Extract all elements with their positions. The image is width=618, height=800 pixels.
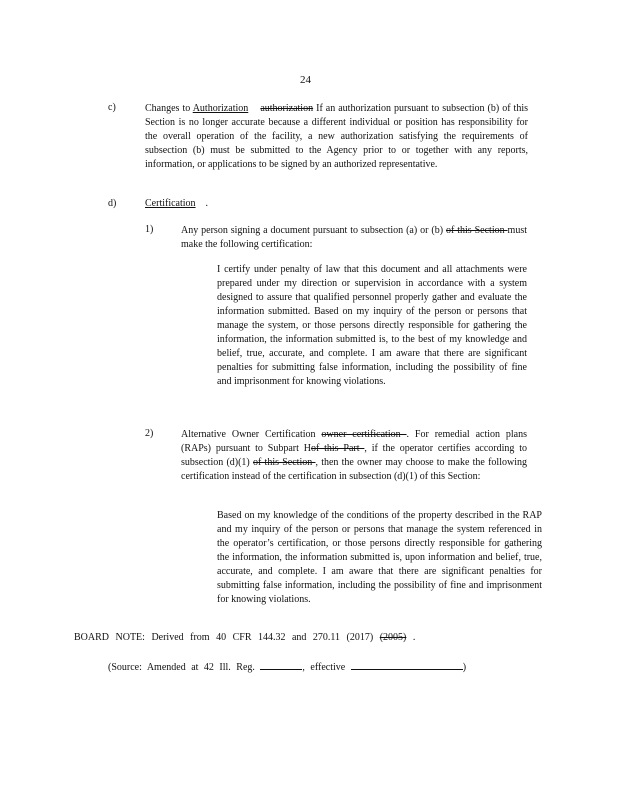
item-d2-text-2: . For remedial action plans (RAPs) pursuant to Subpart H bbox=[181, 429, 528, 454]
certification-quote-1: I certify under penalty of law that this document and all attachments were prepared under my direction or supervision in accordance with a system designed to assure that qualified personnel properly gather and evaluate the information submitted. Based on my inquiry of the person or persons that manage the system, or those persons directly responsible for gathering the information, the information submitted is, to the best of my knowledge and belief, true, accurate, and complete. I am aware that there are significant penalties for submitting false information, including the possibility of fine and imprisonment for knowing violations. bbox=[217, 264, 527, 387]
item-d2-text-3: , if the operator certifies according to subsection (d)(1) bbox=[181, 443, 527, 468]
item-d2-text bbox=[181, 428, 527, 484]
item-d-label: d) bbox=[108, 198, 117, 209]
item-d1-text bbox=[181, 224, 527, 252]
item-c-text-1: Changes to bbox=[145, 103, 193, 114]
item-d2-text-1: Alternative Owner Certification bbox=[181, 429, 322, 440]
source-line bbox=[108, 659, 466, 673]
board-note bbox=[74, 632, 415, 643]
item-d2-deleted-text-2: of this Part bbox=[310, 443, 365, 454]
board-note-deleted-text: (2005) bbox=[379, 632, 407, 643]
item-c-deleted-text: authorization bbox=[260, 103, 314, 114]
item-c-label: c) bbox=[108, 102, 116, 113]
certification-quote-2: Based on my knowledge of the conditions of the property described in the RAP and my inquiry of the person or persons that manage the system referenced in the operator’s certification, or those persons directly responsible for gathering the information, the information submitted is, upon information and belief, true, accurate, and complete. I am aware that there are significant penalties for submitting false information, including the possibility of fine and imprisonment for knowing violations. bbox=[217, 510, 542, 605]
board-note-text: BOARD NOTE: Derived from 40 CFR 144.32 and 270.11 (2017) bbox=[74, 632, 380, 643]
item-d2-deleted-text-1: owner certification bbox=[321, 429, 407, 440]
effective-date-blank bbox=[351, 659, 463, 670]
item-d1-label: 1) bbox=[145, 224, 154, 235]
item-c-inserted-text: Authorization bbox=[192, 103, 249, 114]
item-d1-text-1: Any person signing a document pursuant to subsection (a) or (b) bbox=[181, 225, 446, 236]
item-d1-text-2: must make the following certification: bbox=[181, 225, 527, 250]
register-page-blank bbox=[260, 659, 302, 670]
item-d2-text-4: , then the owner may choose to make the following certification instead of the certification in subsection (d)(1) of this Section: bbox=[181, 457, 527, 482]
item-c-text bbox=[145, 102, 528, 172]
source-text-3: ) bbox=[462, 662, 467, 673]
source-text-2: , effective bbox=[302, 662, 351, 673]
item-d-title-tail: . bbox=[203, 198, 209, 209]
item-d2-deleted-text-3: of this Section bbox=[253, 457, 316, 468]
item-d2-label: 2) bbox=[145, 428, 154, 439]
board-note-tail: . bbox=[406, 632, 416, 643]
item-d-title-text: Certification bbox=[145, 198, 196, 209]
item-d1-deleted-text: of this Section bbox=[445, 225, 508, 236]
page-number: 24 bbox=[300, 74, 311, 86]
item-c-text-2: If an authorization pursuant to subsection (b) of this Section is no longer accurate because a different individual or position has responsibility for the overall operation of the facility, a new authorization satisfying the requirements of subsection (b) must be submitted to the Agency prior to or together with any reports, information, or applications to be signed by an authorized representative. bbox=[145, 103, 528, 170]
source-text-1: (Source: Amended at 42 Ill. Reg. bbox=[108, 662, 261, 673]
item-d-title bbox=[145, 198, 208, 209]
